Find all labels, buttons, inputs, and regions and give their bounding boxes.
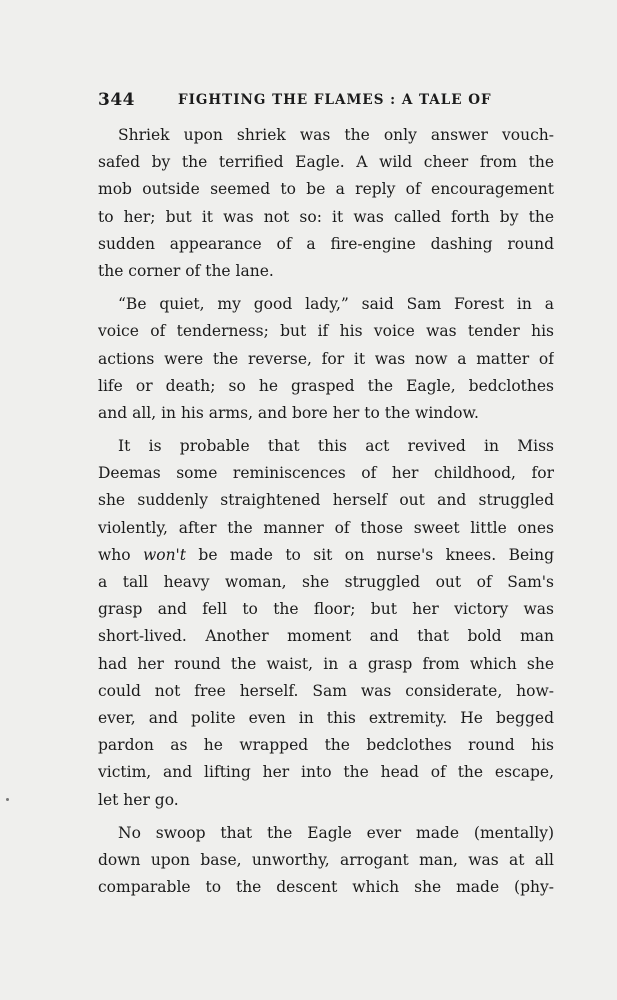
- text-line: down upon base, unworthy, arrogant man, was at all: [98, 850, 554, 869]
- text-line: pardon as he wrapped the bedclothes round his: [98, 736, 554, 755]
- text-line: “Be quiet, my good lady,” said Sam Forest in a: [118, 295, 554, 314]
- text-line: had her round the waist, in a grasp from which she: [98, 654, 554, 673]
- text-line: actions were the reverse, for it was now a matter of: [98, 349, 554, 368]
- text-line: to her; but it was not so: it was called forth by the: [98, 207, 554, 226]
- emphasized-word: won't: [142, 545, 187, 564]
- text-line: violently, after the manner of those sweet little ones: [98, 518, 554, 537]
- text-line: could not free herself. Sam was considerate, how-: [98, 681, 554, 700]
- text-line: sudden appearance of a fire-engine dashing round: [98, 234, 554, 253]
- running-head: FIGHTING THE FLAMES : A TALE OF: [178, 92, 492, 108]
- text-line: No swoop that the Eagle ever made (mentally): [118, 823, 554, 842]
- text-line: victim, and lifting her into the head of the escape,: [98, 763, 554, 782]
- text-line: life or death; so he grasped the Eagle, bedclothes: [98, 376, 554, 395]
- text-line: safed by the terrified Eagle. A wild cheer from the: [98, 153, 554, 172]
- page-header: [98, 90, 558, 112]
- text-line: and all, in his arms, and bore her to the window.: [98, 403, 479, 422]
- text-line: Deemas some reminiscences of her childhood, for: [98, 464, 554, 483]
- text-line: comparable to the descent which she made (phy-: [98, 878, 554, 897]
- text-line: a tall heavy woman, she struggled out of Sam's: [98, 573, 554, 591]
- body-text: [98, 122, 554, 901]
- text-line: short-lived. Another moment and that bold man: [98, 627, 554, 646]
- text-line: It is probable that this act revived in Miss: [118, 437, 554, 456]
- text-line: voice of tenderness; but if his voice was tender his: [98, 322, 554, 341]
- text-line-with-emphasis: who won't be made to sit on nurse's knees. Being: [98, 545, 554, 564]
- text-line: she suddenly straightened herself out and struggled: [98, 491, 554, 510]
- page-number: 344: [98, 90, 135, 110]
- text-line: mob outside seemed to be a reply of encouragement: [98, 180, 554, 199]
- text-line: the corner of the lane.: [98, 261, 274, 280]
- text-line: Shriek upon shriek was the only answer vouch-: [118, 126, 554, 144]
- paper-speck: [6, 798, 9, 801]
- text-line: grasp and fell to the floor; but her victory was: [98, 600, 554, 619]
- text-line: let her go.: [98, 790, 179, 809]
- text-line: ever, and polite even in this extremity. He begged: [98, 708, 554, 727]
